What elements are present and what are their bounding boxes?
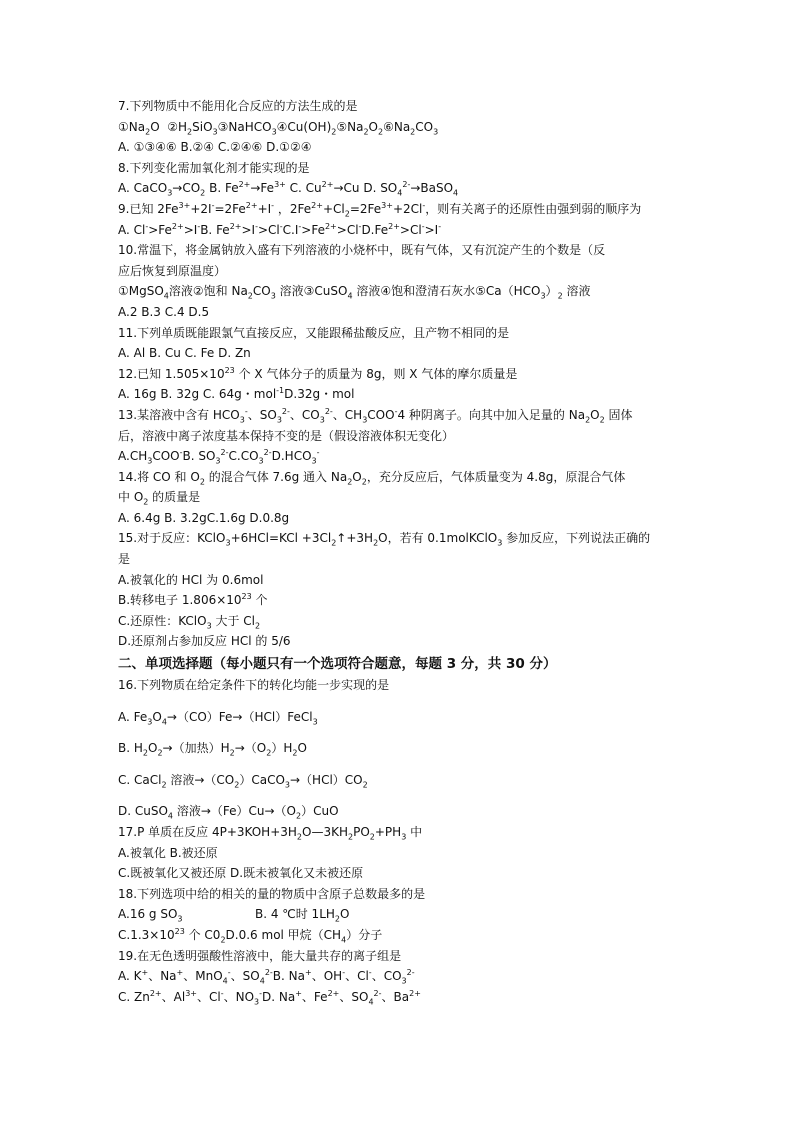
text-line: 11.下列单质既能跟氯气直接反应，又能跟稀盐酸反应，且产物不相同的是 (118, 325, 510, 340)
text-line: C.还原性：KClO$_3$ 大于 $Cl_2$ (118, 613, 261, 631)
text-line: 后，溶液中离子浓度基本保持不变的是（假设溶液体积无变化） (118, 428, 455, 443)
text-line: C. CaCl$_2$ 溶液$\to(CO_2)CaCO_3\to(HCl)CO_2$ (118, 772, 368, 790)
text-line: A. 6.4g B. 3.2gC.1.6g D.0.8g (118, 510, 290, 525)
text-line: A. Al B. Cu C. Fe D. Zn (118, 346, 251, 361)
text-line: A.被氧化的 HCl 为 0.6mol (118, 572, 264, 587)
text-line: 12.已知 $1.505\times 10^{23}$ 个 X 气体分子的质量为 8g，则 X 气体的摩尔质量是 (118, 365, 518, 381)
text-line: 是 (118, 552, 131, 567)
text-line: 15.对于反应：KClO$_3$+6HCl=KCl $+3Cl_2↑+3H_2O$，若有 0.1molKClO$_3$ 参加反应，下列说法正确的 (118, 531, 651, 548)
text-line: A. $CaCO_3\to CO_2$ B. $Fe^{2+}\to Fe^{3+}$ C. $Cu^{2+}\to Cu$ D. $SO_4^{2-}\to BaSO_4$ (118, 180, 459, 198)
text-line: 8.下列变化需加氧化剂才能实现的是 (118, 160, 310, 175)
text-line: A. 16g B. 32g C. 64g・mol$^{-1}$D.32g・mol (118, 386, 355, 402)
text-line: A.被氧化 B.被还原 (118, 845, 218, 860)
section-heading: 二、单项选择题（每小题只有一个选项符合题意，每题 3 分，共 30 分） (118, 656, 557, 673)
exam-page (118, 96, 678, 1007)
text-line: D.还原剂占参加反应 HCl 的 5/6 (118, 634, 291, 649)
text-line: A. K+、Na+、MnO$_4$-、$SO_4^{2-}B$. Na+、OH-、Cl-、$CO_3^{2-}$ (118, 968, 415, 986)
text-line: 16.下列物质在给定条件下的转化均能一步实现的是 (118, 678, 390, 693)
text-line: 中 $O_2$ 的质量是 (118, 490, 201, 507)
text-line: 19.在无色透明强酸性溶液中，能大量共存的离子组是 (118, 948, 402, 963)
text-line: B.转移电子 $1.806\times 10^{23}$ 个 (118, 592, 268, 608)
text-line: A. $Cl^->Fe^{2+}>I^-B$. $Fe^{2+}>I^->Cl^-C.I^->Fe^{2+}>Cl^-D.Fe^{2+}>Cl^->I^-$ (118, 221, 442, 237)
text-line: $A.CH_3COO^-B$. $SO_3^{2-}C.CO_3^{2-}D.HCO_3^-$ (118, 448, 320, 466)
text-line: 18.下列选项中给的相关的量的物质中含原子总数最多的是 (118, 886, 426, 901)
text-line: A.2 B.3 C.4 D.5 (118, 304, 210, 319)
text-line: 10.常温下，将金属钠放入盛有下列溶液的小烧杯中，既有气体，又有沉淀产生的个数是（反 (118, 243, 606, 258)
text-line: 14.将 CO 和 $O_2$ 的混合气体 7.6g 通入 $Na_2O_2$，充分反应后，气体质量变为 4.8g，原混合气体 (118, 469, 626, 487)
text-line: A. $Fe_3O_4\to(CO)Fe\to(HCl)FeCl_3$ (118, 709, 318, 727)
text-line: 7.下列物质中不能用化合反应的方法生成的是 (118, 99, 358, 113)
text-line: ①MgSO$_4$溶液②饱和 $Na_2CO_3$ 溶液③CuSO$_4$ 溶液④饱和澄清石灰水$⑤Ca(HCO_3)_2$ 溶液 (118, 284, 591, 301)
text-line: 17.P 单质在反应 $4P+3KOH+3H_2O—3KH_2PO_2+PH_3$ 中 (118, 825, 423, 842)
text-line: 13.某溶液中含有 $HCO_3^-$、$SO_3^{2-}$、$CO_3^{2-}$、$CH_3COO^-4$ 种阴离子。向其中加入足量的 $Na_2O_2$ 固体 (118, 406, 633, 425)
text-line: $①Na_2O$ $②H_2SiO_3③NaHCO_3④Cu(OH)_2⑤Na_2O_2⑥Na_2CO_3$ (118, 119, 439, 136)
text-line: C.既被氧化又被还原 D.既未被氧化又未被还原 (118, 866, 364, 881)
text-line: A. ①③④⑥ B.②④ C.②④⑥ D.①②④ (118, 140, 312, 155)
text-line: $C.1.3\times 10^{23}$ 个 $C0_2D.0.6$ mol 甲烷$(CH_4)$分子 (118, 926, 383, 945)
text-line: A.16 g $SO_3$ B. 4 ℃时 $1LH_2O$ (118, 907, 350, 924)
text-line: D. CuSO$_4$ 溶液$\to(Fe)Cu\to(O_2)CuO$ (118, 804, 339, 821)
text-line: B. $H_2O_2\to$（加热）$H_2\to(O_2)H_2O$ (118, 741, 307, 758)
text-line: 9.已知 $2Fe^{3+}+2I^-=2Fe^{2+}+I^-$ ，$2Fe^{2+}+Cl_2=2Fe^{3+}+2Cl^-$，则有关离子的还原性由强到弱的顺序为 (118, 200, 642, 219)
text-line: 应后恢复到原温度） (118, 263, 227, 278)
text-line: C. $Zn^{2+}$、$Al^{3+}$、Cl-、$NO_3^-D$. Na+、$Fe^{2+}$、$SO_4^{2-}$、$Ba^{2+}$ (118, 988, 421, 1007)
